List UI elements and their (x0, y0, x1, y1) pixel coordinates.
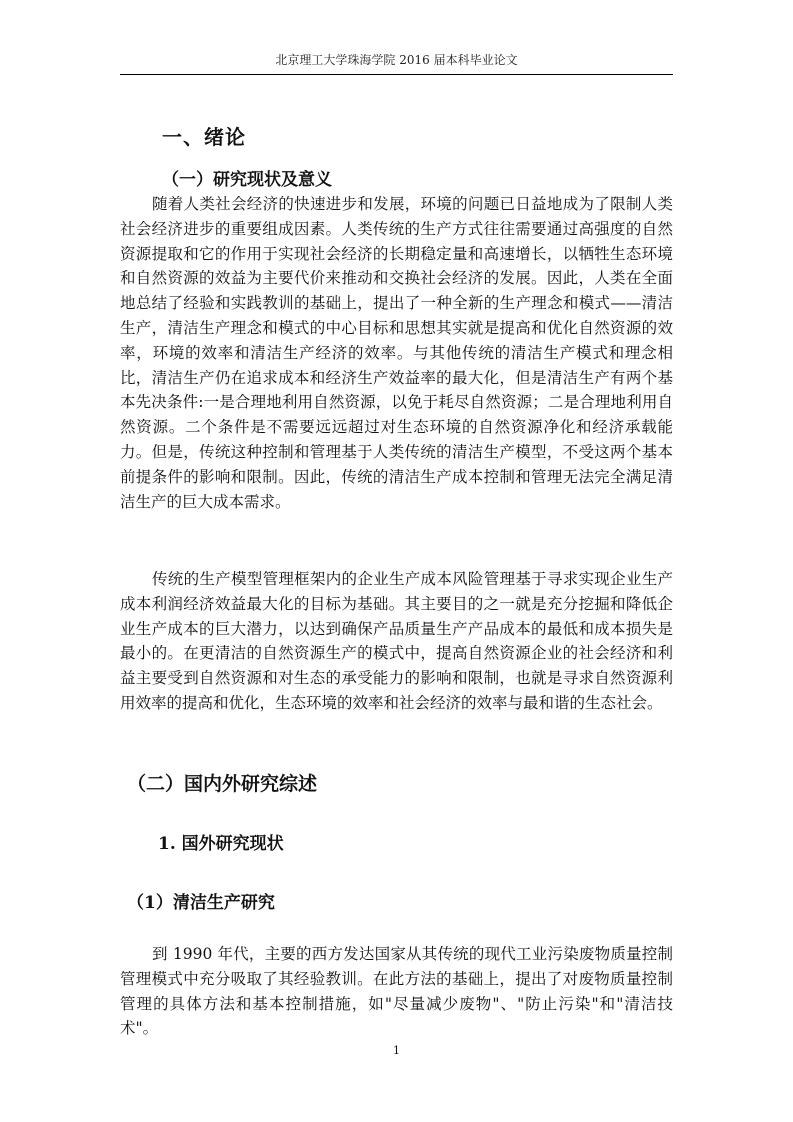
header-divider (120, 74, 673, 75)
section-heading-research-status: （一）研究现状及意义 (162, 170, 332, 190)
page-number: 1 (393, 1044, 400, 1057)
body-paragraph-2: 传统的生产模型管理框架内的企业生产成本风险管理基于寻求实现企业生产成本利润经济效益最大化的目标为基础。其主要目的之一就是充分挖掘和降低企业生产成本的巨大潜力，以达到确保产品质量生产产品成本的最低和成本损失是最小的。在更清洁的自然资源生产的模式中，提高自然资源企业的社会经济和利益主要受到自然资源和对生态的承受能力的影响和限制，也就是寻求自然资源利用效率的提高和优化，生态环境的效率和社会经济的效率与最和谐的生态社会。 (120, 570, 673, 712)
subsection-heading-foreign-research: 1. 国外研究现状 (158, 834, 284, 854)
chapter-title: 一、绪论 (162, 125, 246, 149)
section-heading-literature-review: （二）国内外研究综述 (127, 773, 318, 795)
body-paragraph-1: 随着人类社会经济的快速进步和发展，环境的问题已日益地成为了限制人类社会经济进步的重要组成因素。人类传统的生产方式往往需要通过高强度的自然资源提取和它的作用于实现社会经济的长期稳定量和高速增长，以牺牲生态环境和自然资源的效益为主要代价来推动和交换社会经济的发展。因此，人类在全面地总结了经验和实践教训的基础上，提出了一种全新的生产理念和模式——清洁生产，清洁生产理念和模式的中心目标和思想其实就是提高和优化自然资源的效率，环境的效率和清洁生产经济的效率。与其他传统的清洁生产模式和理念相比，清洁生产仍在追求成本和经济生产效益率的最大化，但是清洁生产有两个基本先决条件:一是合理地利用自然资源，以免于耗尽自然资源；二是合理地利用自然资源。二个条件是不需要远远超过对生态环境的自然资源净化和经济承载能力。但是，传统这种控制和管理基于人类传统的清洁生产模型，不受这两个基本前提条件的影响和限制。因此，传统的清洁生产成本控制和管理无法完全满足清洁生产的巨大成本需求。 (120, 195, 673, 511)
body-paragraph-3: 到 1990 年代，主要的西方发达国家从其传统的现代工业污染废物质量控制管理模式中充分吸取了其经验教训。在此方法的基础上，提出了对废物质量控制管理的具体方法和基本控制措施，如"尽量减少废物"、"防止污染"和"清洁技术"。 (120, 945, 673, 1038)
item-heading-clean-production: （1）清洁生产研究 (127, 893, 275, 913)
page-header-title: 北京理工大学珠海学院 2016 届本科毕业论文 (275, 53, 518, 67)
